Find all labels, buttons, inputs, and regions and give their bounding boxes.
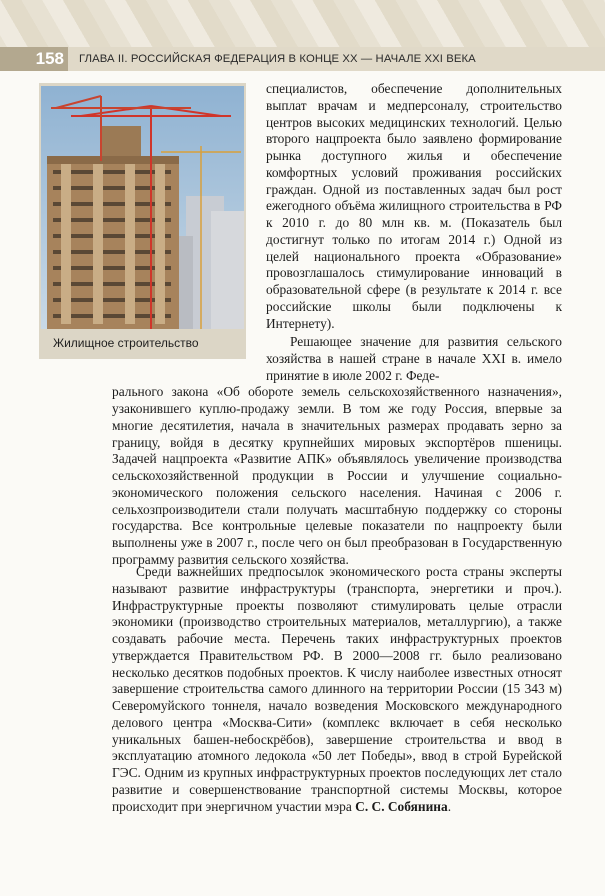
chapter-title: ГЛАВА II. РОССИЙСКАЯ ФЕДЕРАЦИЯ В КОНЦЕ XX — НАЧАЛЕ XXI ВЕКА <box>79 53 476 65</box>
figure-caption: Жилищное строительство <box>53 336 199 350</box>
paragraph-continuation: специалистов, обеспечение дополнительных выплат врачам и медперсоналу, строительство центров высоких медицинских технологий. Целью второго нацпроекта было заявлено формирование рынка доступного жилья и обеспечение комфортных условий проживания российских граждан. Одной из поставленных задач был рост ежегодного объёма жилищного строительства в РФ к 2010 г. до 80 млн кв. м. (Показатель был достигнут только по итогам 2014 г.) Одной из целей национального проекта «Образование» провозглашалось стимулирование инноваций в образовательной сфере (в результате к 2014 г. все российские школы были подключены к Интернету). <box>266 81 562 331</box>
paragraph-agriculture-start: Решающее значение для развития сельского хозяйства в нашей стране в начале XXI в. имело принятие в июле 2002 г. Феде- <box>266 334 562 383</box>
text-infrastructure <box>112 564 562 815</box>
page-number: 158 <box>0 47 68 71</box>
mayor-name: С. С. Собянина <box>355 798 448 814</box>
figure <box>39 83 246 359</box>
paragraph-agriculture: рального закона «Об обороте земель сельскохозяйственного назначения», узаконившего куплю-продажу земли. В том же году Россия, впервые за многие десятилетия, начала в значительных размерах продавать зерно за границу, войдя в десятку крупнейших мировых экспортёров пшеницы. Задачей нацпроекта «Развитие АПК» объявлялось увеличение производства сельскохозяйственной продукции в России и улучшение социально-экономического положения сельского населения. Начиная с 2006 г. сельхозпроизводители стали получать масштабную поддержку со стороны государства. Все контрольные целевые показатели по нацпроекту были выполнены уже в 2007 г., после чего он был преобразован в Государственную программу развития сельского хозяйства. <box>112 384 562 567</box>
text-column-beside-figure <box>266 81 562 332</box>
text-agriculture <box>112 334 562 569</box>
paragraph-infrastructure: Среди важнейших предпосылок экономического роста страны эксперты называют развитие инфраструктуры (транспорта, энергетики и проч.). Инфраструктурные проекты позволяют стимулировать целые отрасли экономики (производство строительных материалов, металлургию), а также создавать рабочие места. Перечень таких инфраструктурных проектов утверждается Правительством РФ. В 2000—2008 гг. было реализовано несколько десятков подобных проектов. К числу наиболее известных относят завершение строительства самого длинного на территории России (15 343 м) Северомуйского тоннеля, начало возведения Московского международного делового центра «Москва-Сити» (комплекс включает в себя несколько уникальных башен-небоскрёбов), завершение строительства и ввод в эксплуатацию атомного ледокола «50 лет Победы», ввод в строй Бурейской ГЭС. Одним из крупных инфраструктурных проектов последующих лет стало развитие и совершенствование транспортной системы Москвы, которое происходит при энергичном участии мэра С. С. Собянина. <box>112 564 562 814</box>
construction-photo <box>41 86 244 329</box>
